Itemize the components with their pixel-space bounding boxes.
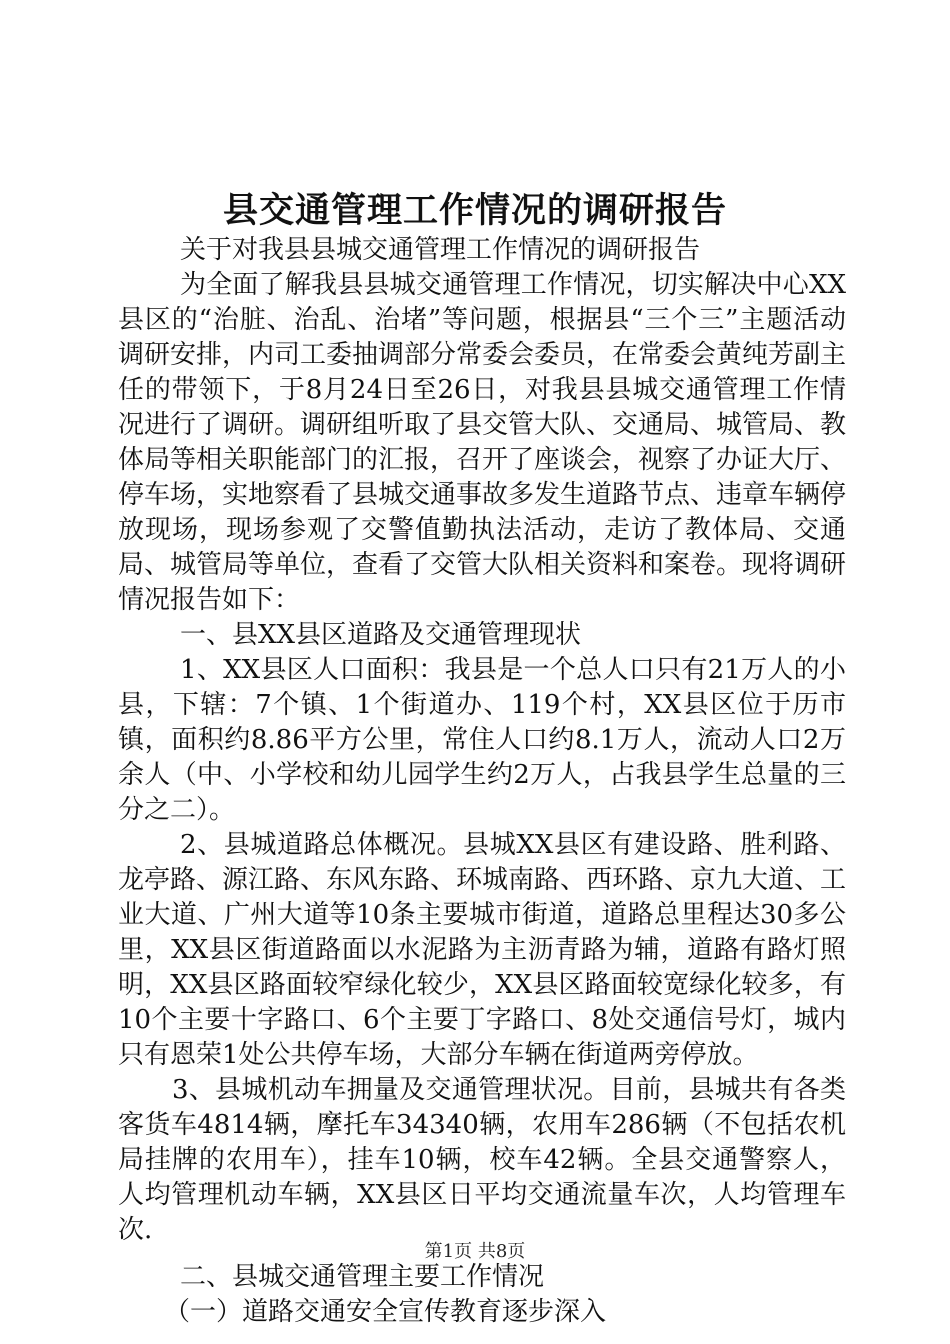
paragraph-road-overview: 2、县城道路总体概况。县城XX县区有建设路、胜利路、龙亭路、源江路、东风东路、环城南路、西环路、京九大道、工业大道、广州大道等10条主要城市街道，道路总里程达30多公里，XX县区街道路面以水泥路为主沥青路为辅，道路有路灯照明，XX县区路面较窄绿化较少，XX县区路面较宽绿化较多，有10个主要十字路口、6个主要丁字路口、8处交通信号灯，城内只有恩荣1处公共停车场，大部分车辆在街道两旁停放。 — [118, 830, 847, 1070]
subsection-heading-1: （一）道路交通安全宣传教育逐步深入 — [164, 1297, 607, 1327]
intro-paragraph: 为全面了解我县县城交通管理工作情况，切实解决中心XX县区的“治脏、治乱、治堵”等问题，根据县“三个三”主题活动调研安排，内司工委抽调部分常委会委员，在常委会黄纯芳副主任的带领下，于8月24日至26日，对我县县城交通管理工作情况进行了调研。调研组听取了县交管大队、交通局、城管局、教体局等相关职能部门的汇报，召开了座谈会，视察了办证大厅、停车场，实地察看了县城交通事故多发生道路节点、违章车辆停放现场，现场参观了交警值勤执法活动，走访了教体局、交通局、城管局等单位，查看了交管大队相关资料和案卷。现将调研情况报告如下： — [118, 270, 847, 615]
page-footer: 第1页 共8页 — [424, 1241, 526, 1262]
subtitle-paragraph: 关于对我县县城交通管理工作情况的调研报告 — [180, 235, 701, 265]
paragraph-population-area: 1、XX县区人口面积：我县是一个总人口只有21万人的小县，下辖：7个镇、1个街道办、119个村，XX县区位于历市镇，面积约8.86平方公里，常住人口约8.1万人，流动人口2万余人（中、小学校和幼儿园学生约2万人，占我县学生总量的三分之二）。 — [118, 655, 846, 825]
paragraph-vehicle-status: 3、县城机动车拥量及交通管理状况。目前，县城共有各类客货车4814辆，摩托车34340辆，农用车286辆（不包括农机局挂牌的农用车），挂车10辆，校车42辆。全县交通警察人，人均管理机动车辆，XX县区日平均交通流量车次，人均管理车次. — [118, 1075, 846, 1245]
section-heading-1: 一、县XX县区道路及交通管理现状 — [180, 620, 582, 650]
document-body — [118, 233, 846, 1330]
section-heading-2: 二、县城交通管理主要工作情况 — [180, 1262, 545, 1292]
document-title: 县交通管理工作情况的调研报告 — [222, 190, 727, 231]
